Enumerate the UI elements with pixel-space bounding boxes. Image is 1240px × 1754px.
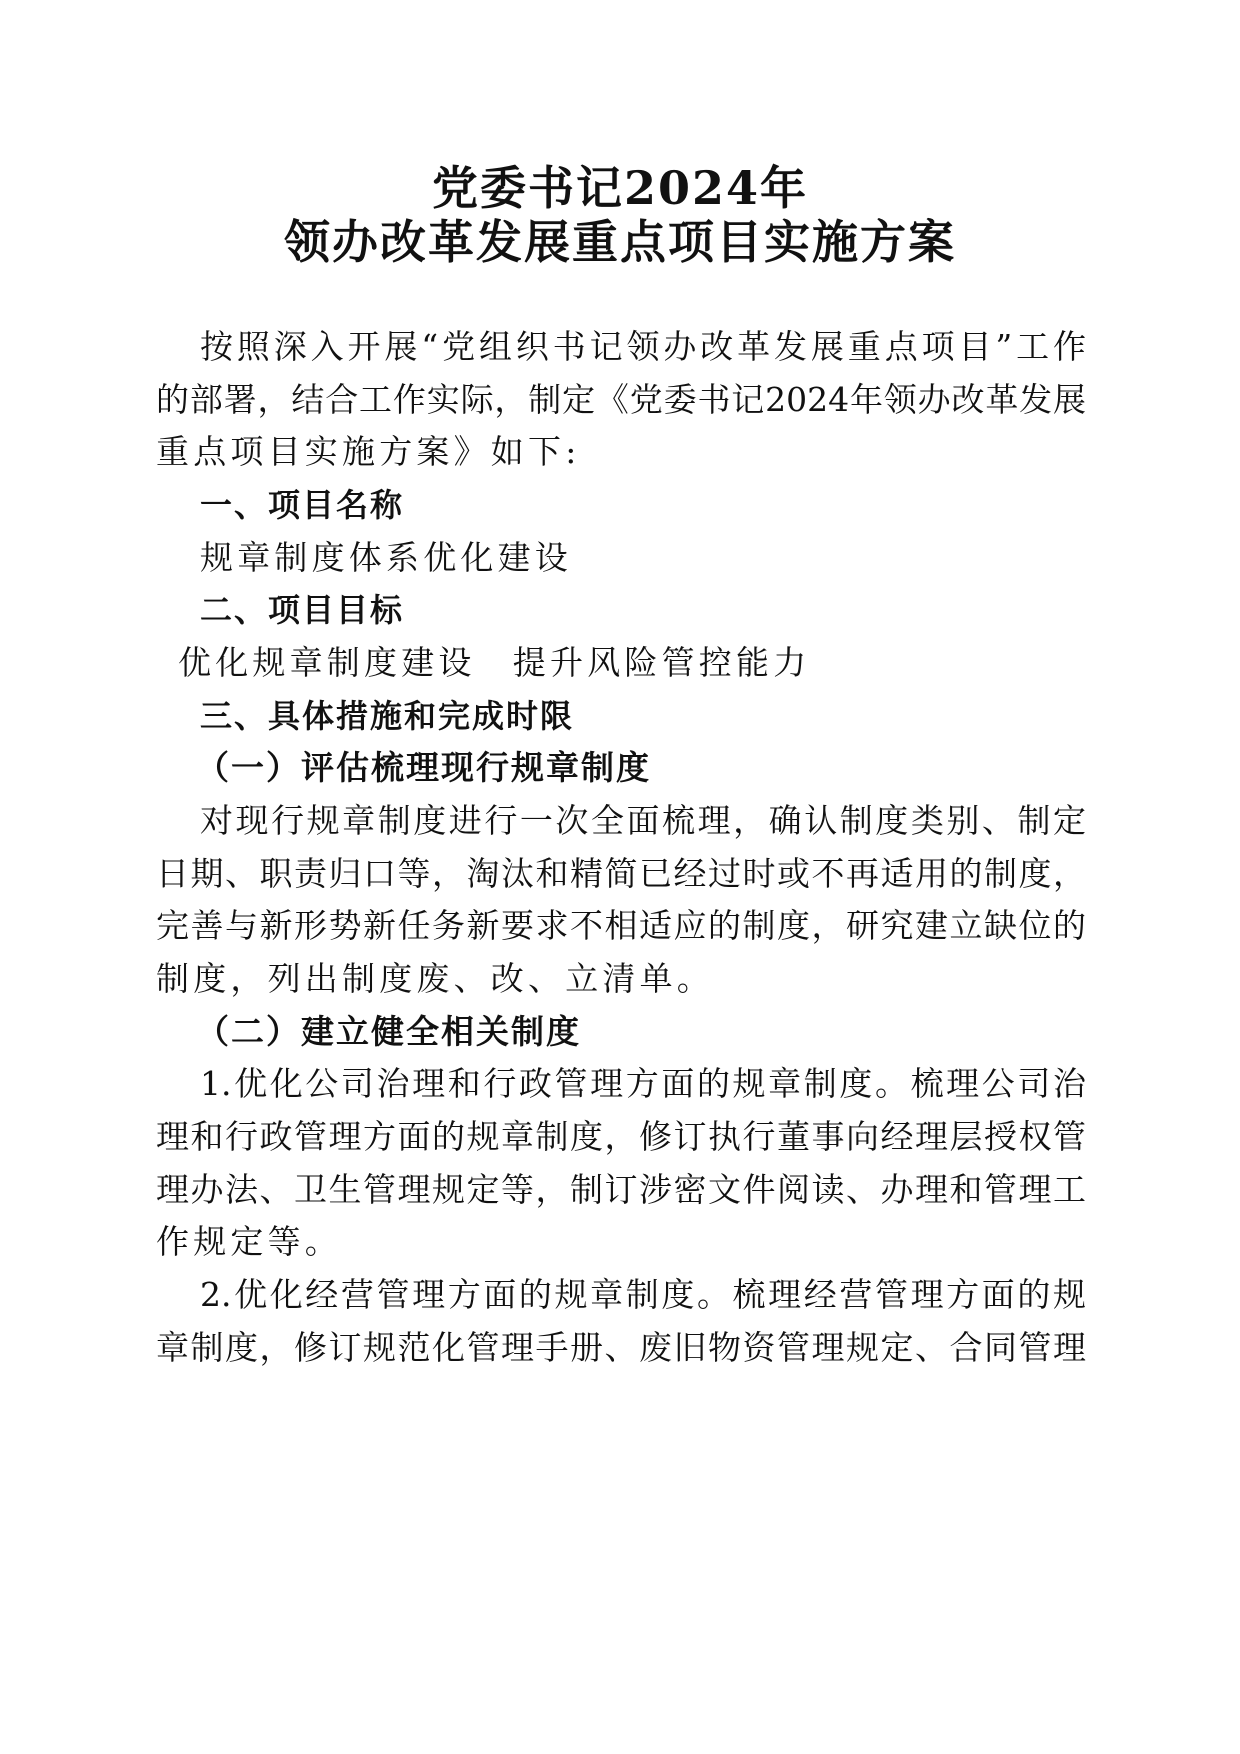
sub-heading-evaluate: （一）评估梳理现行规章制度 xyxy=(196,748,651,787)
document-title-line-2: 领办改革发展重点项目实施方案 xyxy=(284,215,956,269)
intro-line: 重点项目实施方案》如下: xyxy=(156,432,581,471)
intro-line: 的部署，结合工作实际，制定《党委书记2024年领办改革发展 xyxy=(156,380,1086,419)
paragraph-line: 作规定等。 xyxy=(156,1222,342,1261)
paragraph-line: 理和行政管理方面的规章制度，修订执行董事向经理层授权管 xyxy=(156,1117,1086,1156)
paragraph-line: 章制度，修订规范化管理手册、废旧物资管理规定、合同管理 xyxy=(156,1328,1086,1367)
project-name-text: 规章制度体系优化建设 xyxy=(200,538,572,577)
paragraph-line: 1.优化公司治理和行政管理方面的规章制度。梳理公司治 xyxy=(200,1064,1086,1103)
paragraph-line: 理办法、卫生管理规定等，制订涉密文件阅读、办理和管理工 xyxy=(156,1170,1086,1209)
project-goal-text: 优化规章制度建设 提升风险管控能力 xyxy=(178,643,811,682)
sub-heading-establish: （二）建立健全相关制度 xyxy=(196,1012,581,1051)
paragraph-line: 完善与新形势新任务新要求不相适应的制度，研究建立缺位的 xyxy=(156,906,1086,945)
section-heading-project-name: 一、项目名称 xyxy=(200,486,405,524)
paragraph-line: 2.优化经营管理方面的规章制度。梳理经营管理方面的规 xyxy=(200,1275,1086,1314)
section-heading-project-goal: 二、项目目标 xyxy=(200,591,405,629)
section-heading-measures: 三、具体措施和完成时限 xyxy=(200,697,575,735)
paragraph-line: 对现行规章制度进行一次全面梳理，确认制度类别、制定 xyxy=(200,801,1086,840)
intro-line: 按照深入开展“党组织书记领办改革发展重点项目”工作 xyxy=(200,327,1086,366)
paragraph-line: 日期、职责归口等，淘汰和精简已经过时或不再适用的制度， xyxy=(156,854,1086,893)
document-title-line-1: 党委书记2024年 xyxy=(431,161,809,215)
paragraph-line: 制度，列出制度废、改、立清单。 xyxy=(156,959,714,998)
